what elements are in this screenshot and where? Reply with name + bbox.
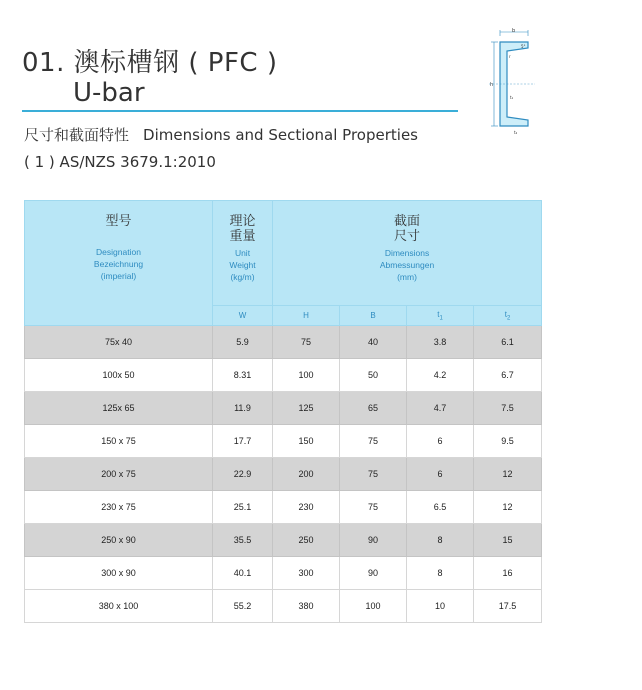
subheader-t1-sub: 1 [439, 315, 443, 322]
section-subtitle [24, 124, 418, 145]
title-divider [22, 110, 458, 112]
cell-weight: 17.7 [213, 425, 273, 458]
header-designation-cn: 型号 [105, 213, 132, 228]
table-row [25, 557, 542, 590]
header-unit-weight-cn2: 重量 [229, 228, 256, 243]
header-unit-weight-en3: (kg/m) [230, 272, 255, 282]
subheader-t1-text: t [437, 309, 440, 319]
page-title-english: U-bar [73, 78, 145, 108]
cell-t1: 8 [407, 524, 474, 557]
table-row [25, 590, 542, 623]
header-unit-weight-cn1: 理论 [229, 213, 256, 228]
cell-designation: 300 x 90 [25, 557, 213, 590]
header-dimensions-cn2: 尺寸 [394, 228, 421, 243]
cell-designation: 380 x 100 [25, 590, 213, 623]
cell-b: 75 [340, 491, 407, 524]
cell-t1: 6.5 [407, 491, 474, 524]
subtitle-english: Dimensions and Sectional Properties [143, 126, 418, 144]
page-title: 01. 澳标槽钢 ( PFC ) [22, 48, 278, 78]
table-row [25, 359, 542, 392]
cell-t2: 6.7 [474, 359, 542, 392]
header-dimensions-en3: (mm) [397, 272, 417, 282]
header-designation-en1: Designation [96, 247, 141, 257]
cell-t1: 3.8 [407, 326, 474, 359]
table-row [25, 425, 542, 458]
subheader-t2 [474, 306, 542, 326]
cell-h: 75 [273, 326, 340, 359]
cell-weight: 22.9 [213, 458, 273, 491]
cell-weight: 5.9 [213, 326, 273, 359]
table-row [25, 392, 542, 425]
cell-h: 300 [273, 557, 340, 590]
cell-h: 125 [273, 392, 340, 425]
cell-t2: 9.5 [474, 425, 542, 458]
cell-weight: 25.1 [213, 491, 273, 524]
cell-b: 90 [340, 557, 407, 590]
header-dimensions [273, 201, 542, 306]
subheader-h: H [273, 306, 340, 326]
cell-b: 100 [340, 590, 407, 623]
subheader-w: W [213, 306, 273, 326]
header-dimensions-cn1: 截面 [394, 213, 421, 228]
cell-weight: 8.31 [213, 359, 273, 392]
cell-b: 75 [340, 425, 407, 458]
table-row [25, 458, 542, 491]
header-dimensions-en [273, 247, 541, 283]
header-designation-en [25, 246, 212, 282]
cell-h: 230 [273, 491, 340, 524]
cell-designation: 75x 40 [25, 326, 213, 359]
cell-designation: 100x 50 [25, 359, 213, 392]
properties-table [24, 200, 542, 623]
cell-h: 250 [273, 524, 340, 557]
header-designation [25, 201, 213, 326]
cell-t2: 16 [474, 557, 542, 590]
dim-label-h: h [490, 82, 494, 88]
cell-t2: 17.5 [474, 590, 542, 623]
header-dimensions-cn [273, 213, 541, 243]
cell-b: 50 [340, 359, 407, 392]
cell-t1: 6 [407, 458, 474, 491]
dim-label-t1: t₁ [510, 95, 514, 100]
cell-b: 90 [340, 524, 407, 557]
standard-reference: ( 1 ) AS/NZS 3679.1:2010 [24, 153, 216, 171]
subheader-b: B [340, 306, 407, 326]
table-row [25, 524, 542, 557]
cell-t2: 6.1 [474, 326, 542, 359]
cell-weight: 11.9 [213, 392, 273, 425]
cell-t2: 7.5 [474, 392, 542, 425]
cell-t1: 8 [407, 557, 474, 590]
cell-t2: 12 [474, 491, 542, 524]
cell-designation: 125x 65 [25, 392, 213, 425]
channel-section-diagram [488, 28, 536, 138]
cell-designation: 200 x 75 [25, 458, 213, 491]
cell-h: 200 [273, 458, 340, 491]
cell-h: 150 [273, 425, 340, 458]
cell-t2: 12 [474, 458, 542, 491]
dim-label-r: r [509, 54, 511, 59]
cell-h: 380 [273, 590, 340, 623]
subheader-t1 [407, 306, 474, 326]
cell-designation: 230 x 75 [25, 491, 213, 524]
cell-weight: 40.1 [213, 557, 273, 590]
subheader-t2-text: t [504, 309, 507, 319]
dim-label-angle: 5° [521, 44, 526, 49]
subheader-t2-sub: 2 [506, 315, 511, 322]
header-dimensions-en1: Dimensions [384, 248, 430, 258]
table-row [25, 326, 542, 359]
header-unit-weight-cn [213, 213, 272, 243]
table-row [25, 491, 542, 524]
cell-weight: 55.2 [213, 590, 273, 623]
cell-h: 100 [273, 359, 340, 392]
cell-designation: 150 x 75 [25, 425, 213, 458]
dim-label-t2: t₂ [514, 130, 518, 135]
header-unit-weight [213, 201, 273, 306]
cell-b: 65 [340, 392, 407, 425]
header-unit-weight-en1: Unit [234, 248, 251, 258]
cell-t1: 6 [407, 425, 474, 458]
cell-t1: 4.7 [407, 392, 474, 425]
cell-weight: 35.5 [213, 524, 273, 557]
subtitle-chinese: 尺寸和截面特性 [24, 126, 130, 144]
cell-designation: 250 x 90 [25, 524, 213, 557]
cell-t2: 15 [474, 524, 542, 557]
cell-t1: 10 [407, 590, 474, 623]
header-designation-en2: Bezeichnung [93, 259, 144, 269]
header-designation-en3: (imperial) [100, 271, 137, 281]
header-unit-weight-en [213, 247, 272, 283]
dim-label-b: b [512, 28, 516, 34]
cell-t1: 4.2 [407, 359, 474, 392]
header-dimensions-en2: Abmessungen [379, 260, 435, 270]
cell-b: 40 [340, 326, 407, 359]
cell-b: 75 [340, 458, 407, 491]
header-unit-weight-en2: Weight [229, 260, 256, 270]
